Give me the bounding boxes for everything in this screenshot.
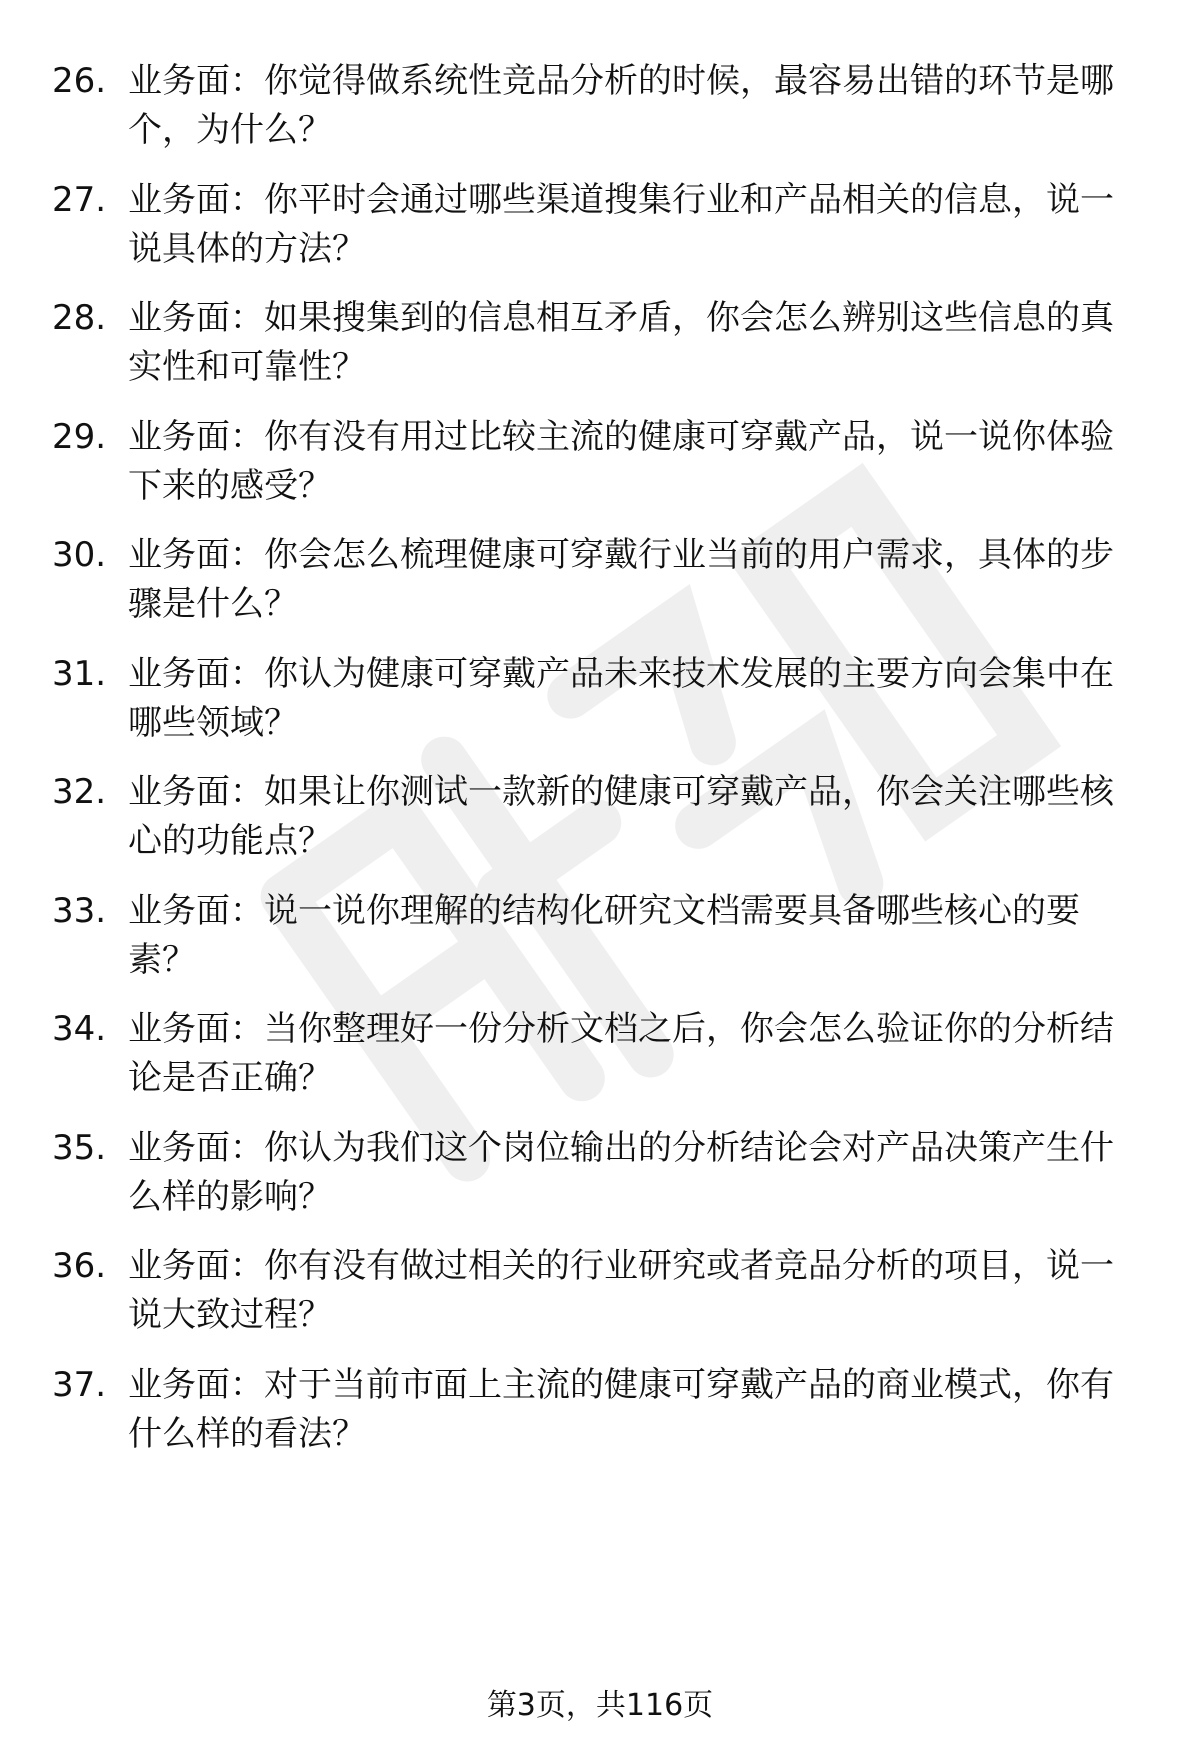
question-number: 33.: [52, 891, 107, 931]
question-number: 27.: [52, 180, 107, 220]
question-number: 34.: [52, 1009, 107, 1049]
question-text: 业务面：你有没有做过相关的行业研究或者竞品分析的项目，说一说大致过程？: [128, 1246, 1114, 1335]
question-text: 业务面：对于当前市面上主流的健康可穿戴产品的商业模式，你有什么样的看法？: [128, 1365, 1114, 1454]
question-number: 32.: [52, 772, 107, 812]
question-text: 业务面：你平时会通过哪些渠道搜集行业和产品相关的信息，说一说具体的方法？: [128, 180, 1114, 269]
question-number: 29.: [52, 417, 107, 457]
question-number: 26.: [52, 61, 107, 101]
question-text: 业务面：如果搜集到的信息相互矛盾，你会怎么辨别这些信息的真实性和可靠性？: [128, 298, 1114, 387]
question-text: 业务面：你有没有用过比较主流的健康可穿戴产品，说一说你体验下来的感受？: [128, 417, 1114, 506]
question-number: 37.: [52, 1365, 107, 1405]
question-text: 业务面：如果让你测试一款新的健康可穿戴产品，你会关注哪些核心的功能点？: [128, 772, 1114, 861]
question-text: 业务面：你认为我们这个岗位输出的分析结论会对产品决策产生什么样的影响？: [128, 1128, 1114, 1217]
question-number: 30.: [52, 535, 107, 575]
question-number: 35.: [52, 1128, 107, 1168]
question-number: 31.: [52, 654, 107, 694]
question-number: 36.: [52, 1246, 107, 1286]
question-text: 业务面：你觉得做系统性竞品分析的时候，最容易出错的环节是哪个，为什么？: [128, 61, 1114, 150]
question-text: 业务面：说一说你理解的结构化研究文档需要具备哪些核心的要素？: [128, 891, 1080, 980]
question-text: 业务面：你认为健康可穿戴产品未来技术发展的主要方向会集中在哪些领域？: [128, 654, 1114, 743]
question-text: 业务面：你会怎么梳理健康可穿戴行业当前的用户需求，具体的步骤是什么？: [128, 535, 1114, 624]
question-number: 28.: [52, 298, 107, 338]
question-text: 业务面：当你整理好一份分析文档之后，你会怎么验证你的分析结论是否正确？: [128, 1009, 1114, 1098]
page-footer: 第3页，共116页: [486, 1688, 714, 1723]
